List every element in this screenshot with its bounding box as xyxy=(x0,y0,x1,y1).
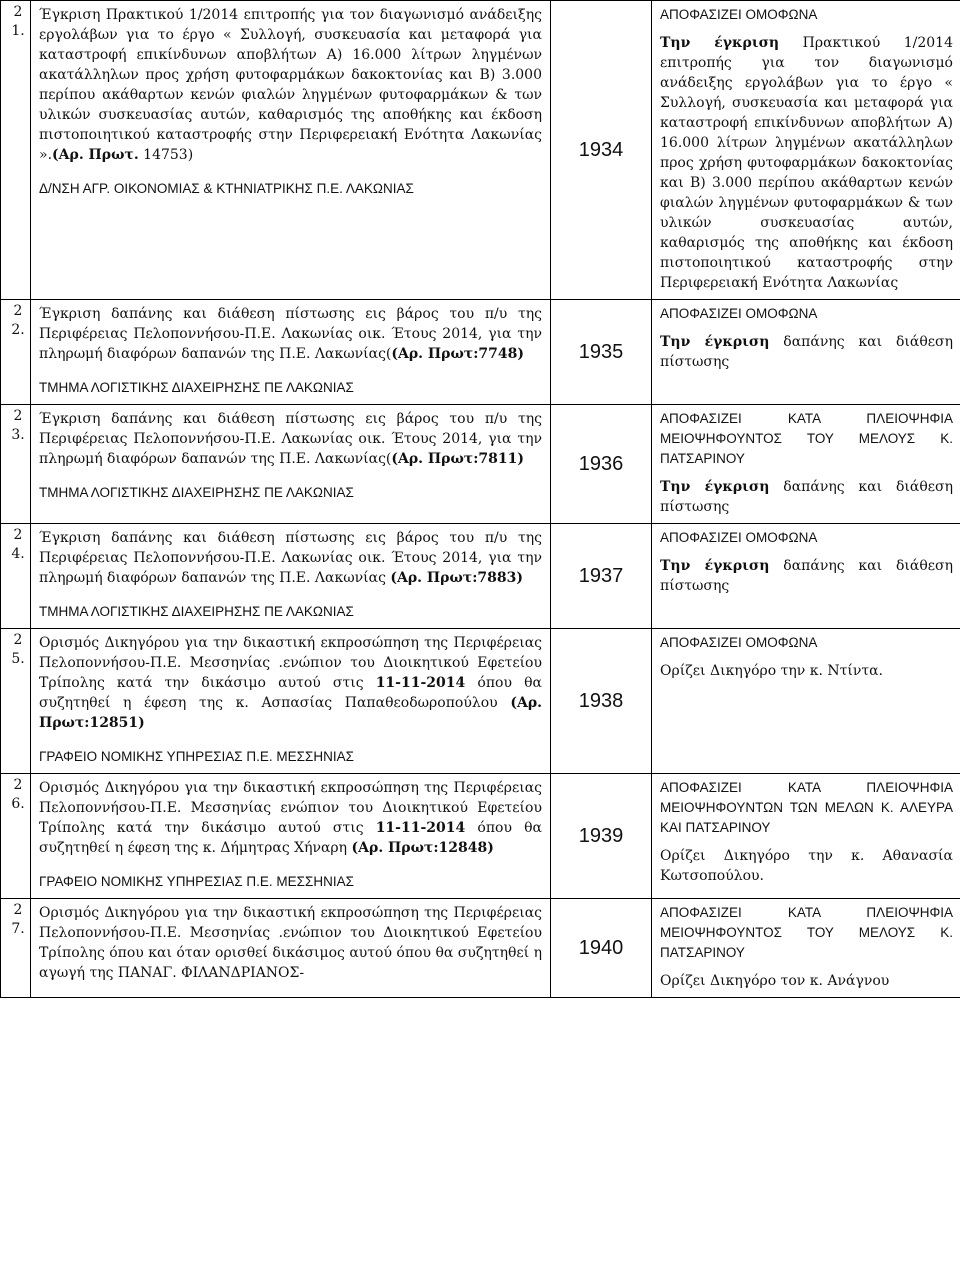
subject-text xyxy=(39,778,542,858)
subject-protocol: (Αρ. Πρωτ:12851) xyxy=(39,695,542,731)
item-number-prefix: 2 xyxy=(13,527,23,543)
decision-heading: ΑΠΟΦΑΣΙΖΕΙ ΟΜΟΦΩΝΑ xyxy=(660,635,818,650)
item-number-cell xyxy=(1,899,31,998)
subject-pre: Έγκριση δαπάνης και διάθεση πίστωσης εις βάρος του π/υ της Περιφέρειας Πελοποννήσου-Π.Ε. Λακωνίας οικ. Έτους 2014, για την πληρωμή διαφόρων δαπανών της Π.Ε. Λακωνίας( xyxy=(39,411,542,467)
department: ΤΜΗΜΑ ΛΟΓΙΣΤΙΚΗΣ ΔΙΑΧΕΙΡΗΣΗΣ ΠΕ ΛΑΚΩΝΙΑΣ xyxy=(39,604,354,619)
decision-text xyxy=(660,33,953,293)
decision-body: Ορίζει Δικηγόρο την κ. Αθανασία Κωτσοπούλου. xyxy=(660,848,953,884)
subject-protocol: (Αρ. Πρωτ:7748) xyxy=(391,346,524,362)
decision-text xyxy=(660,846,953,886)
decision-cell xyxy=(652,899,960,998)
subject-date: 11-11-2014 xyxy=(375,675,466,691)
subject-cell xyxy=(31,524,551,629)
decision-number: 1938 xyxy=(551,629,652,774)
subject-protocol: (Αρ. Πρωτ. xyxy=(52,147,139,163)
decision-text xyxy=(660,661,953,681)
decision-bold: Την έγκριση xyxy=(660,479,770,495)
department: Δ/ΝΣΗ ΑΓΡ. ΟΙΚΟΝΟΜΙΑΣ & ΚΤΗΝΙΑΤΡΙΚΗΣ Π.Ε. ΛΑΚΩΝΙΑΣ xyxy=(39,181,414,196)
agenda-row xyxy=(1,1,960,300)
subject-text xyxy=(39,528,542,588)
decision-heading: ΑΠΟΦΑΣΙΖΕΙ ΚΑΤΑ ΠΛΕΙΟΨΗΦΙΑ ΜΕΙΟΨΗΦΟΥΝΤΟΣ ΤΟΥ ΜΕΛΟΥΣ Κ. ΠΑΤΣΑΡΙΝΟΥ xyxy=(660,905,953,960)
item-number-suffix: 2. xyxy=(11,322,25,338)
decision-number: 1937 xyxy=(551,524,652,629)
subject-text xyxy=(39,304,542,364)
item-number-prefix: 2 xyxy=(13,902,23,918)
decision-body: δαπάνης και διάθεση πίστωσης xyxy=(660,558,953,594)
decision-body: Πρακτικού 1/2014 επιτροπής για τον διαγωνισμό ανάδειξης εργολάβων για το έργο « Συλλογή, συσκευασία και μεταφορά για καταστροφή επικίνδυνων αποβλήτων Α) 16.000 λίτρων ληγμένων ακατάλληλων προς χρήση φυτοφαρμάκων δακοκτονίας και Β) 3.000 περίπου ακάθαρτων κενών φιαλών ληγμένων φυτοφαρμάκων & των υλικών συσκευασίας αυτών, καθαρισμός της αποθήκης και έκδοση πιστοποιητικού καταστροφής στην Περιφερειακή Ενότητα Λακωνίας xyxy=(660,35,953,291)
item-number-cell xyxy=(1,405,31,524)
subject-text xyxy=(39,409,542,469)
item-number-cell xyxy=(1,629,31,774)
item-number-suffix: 4. xyxy=(11,546,25,562)
item-number-cell xyxy=(1,524,31,629)
decision-text xyxy=(660,971,953,991)
item-number-cell xyxy=(1,1,31,300)
item-number-suffix: 5. xyxy=(11,651,25,667)
item-number-suffix: 1. xyxy=(11,23,25,39)
subject-cell xyxy=(31,899,551,998)
subject-cell xyxy=(31,1,551,300)
decision-number: 1939 xyxy=(551,774,652,899)
subject-text xyxy=(39,903,542,983)
decision-heading: ΑΠΟΦΑΣΙΖΕΙ ΚΑΤΑ ΠΛΕΙΟΨΗΦΙΑ ΜΕΙΟΨΗΦΟΥΝΤΩΝ ΤΩΝ ΜΕΛΩΝ Κ. ΑΛΕΥΡΑ ΚΑΙ ΠΑΤΣΑΡΙΝΟΥ xyxy=(660,780,953,835)
department: ΓΡΑΦΕΙΟ ΝΟΜΙΚΗΣ ΥΠΗΡΕΣΙΑΣ Π.Ε. ΜΕΣΣΗΝΙΑΣ xyxy=(39,874,354,889)
item-number-cell xyxy=(1,774,31,899)
decision-body: Ορίζει Δικηγόρο την κ. Ντίντα. xyxy=(660,663,884,679)
decision-heading: ΑΠΟΦΑΣΙΖΕΙ ΟΜΟΦΩΝΑ xyxy=(660,306,818,321)
decision-cell xyxy=(652,1,960,300)
subject-protocol: (Αρ. Πρωτ:7811) xyxy=(391,451,524,467)
subject-cell xyxy=(31,774,551,899)
decision-text xyxy=(660,332,953,372)
subject-cell xyxy=(31,629,551,774)
decision-body: Ορίζει Δικηγόρο τον κ. Ανάγνου xyxy=(660,973,890,989)
subject-pre: Έγκριση δαπάνης και διάθεση πίστωσης εις βάρος του π/υ της Περιφέρειας Πελοποννήσου-Π.Ε. Λακωνίας οικ. Έτους 2014, για την πληρωμή διαφόρων δαπανών της Π.Ε. Λακωνίας( xyxy=(39,306,542,362)
item-number-suffix: 3. xyxy=(11,427,25,443)
decision-bold: Την έγκριση xyxy=(660,334,770,350)
subject-pre: Έγκριση δαπάνης και διάθεση πίστωσης εις βάρος του π/υ της Περιφέρειας Πελοποννήσου-Π.Ε. Λακωνίας οικ. Έτους 2014, για την πληρωμή διαφόρων δαπανών της Π.Ε. Λακωνίας xyxy=(39,530,542,586)
decision-body: δαπάνης και διάθεση πίστωσης xyxy=(660,479,953,515)
agenda-row xyxy=(1,774,960,899)
minutes-rows xyxy=(1,1,960,998)
item-number-suffix: 7. xyxy=(11,921,25,937)
decision-number: 1934 xyxy=(551,1,652,300)
subject-post: 14753) xyxy=(138,147,194,163)
subject-pre: Ορισμός Δικηγόρου για την δικαστική εκπροσώπηση της Περιφέρειας Πελοποννήσου-Π.Ε. Μεσσηνίας ενώπιον του Διοικητικού Εφετείου Τρίπολης κατά την δικάσιμο αυτού στις xyxy=(39,780,542,836)
decision-heading: ΑΠΟΦΑΣΙΖΕΙ ΚΑΤΑ ΠΛΕΙΟΨΗΦΙΑ ΜΕΙΟΨΗΦΟΥΝΤΟΣ ΤΟΥ ΜΕΛΟΥΣ Κ. ΠΑΤΣΑΡΙΝΟΥ xyxy=(660,411,953,466)
decision-bold: Την έγκριση xyxy=(660,558,770,574)
decision-cell xyxy=(652,629,960,774)
decision-bold: Την έγκριση xyxy=(660,35,780,51)
subject-cell xyxy=(31,300,551,405)
subject-pre: Έγκριση Πρακτικού 1/2014 επιτροπής για τον διαγωνισμό ανάδειξης εργολάβων για το έργο « Συλλογή, συσκευασία και μεταφορά για καταστροφή επικίνδυνων αποβλήτων Α) 16.000 λίτρων ληγμένων ακατάλληλων προς χρήση φυτοφαρμάκων δακοκτονίας και Β) 3.000 περίπου ακάθαρτων κενών φιαλών ληγμένων φυτοφαρμάκων & των υλικών συσκευασίας αυτών, καθαρισμός της αποθήκης και έκδοση πιστοποιητικού καταστροφής στην Περιφερειακή Ενότητα Λακωνίας ». xyxy=(39,7,542,163)
subject-mid: όπου θα συζητηθεί η έφεση της κ. Ασπασίας Παπαθεοδωροπούλου xyxy=(39,675,542,711)
item-number-prefix: 2 xyxy=(13,4,23,20)
decision-number: 1940 xyxy=(551,899,652,998)
item-number-prefix: 2 xyxy=(13,632,23,648)
decision-heading: ΑΠΟΦΑΣΙΖΕΙ ΟΜΟΦΩΝΑ xyxy=(660,530,818,545)
subject-text xyxy=(39,633,542,733)
agenda-row xyxy=(1,405,960,524)
agenda-row xyxy=(1,899,960,998)
item-number-prefix: 2 xyxy=(13,777,23,793)
item-number-cell xyxy=(1,300,31,405)
subject-date: 11-11-2014 xyxy=(375,820,466,836)
item-number-prefix: 2 xyxy=(13,303,23,319)
department: ΤΜΗΜΑ ΛΟΓΙΣΤΙΚΗΣ ΔΙΑΧΕΙΡΗΣΗΣ ΠΕ ΛΑΚΩΝΙΑΣ xyxy=(39,485,354,500)
department: ΤΜΗΜΑ ΛΟΓΙΣΤΙΚΗΣ ΔΙΑΧΕΙΡΗΣΗΣ ΠΕ ΛΑΚΩΝΙΑΣ xyxy=(39,380,354,395)
decision-cell xyxy=(652,524,960,629)
subject-pre: Ορισμός Δικηγόρου για την δικαστική εκπροσώπηση της Περιφέρειας Πελοποννήσου-Π.Ε. Μεσσηνίας .ενώπιον του Διοικητικού Εφετείου Τρίπολης κατά την δικάσιμο αυτού στις xyxy=(39,635,542,691)
decision-cell xyxy=(652,300,960,405)
decision-heading: ΑΠΟΦΑΣΙΖΕΙ ΟΜΟΦΩΝΑ xyxy=(660,7,818,22)
decision-text xyxy=(660,477,953,517)
subject-cell xyxy=(31,405,551,524)
subject-text xyxy=(39,5,542,165)
decision-text xyxy=(660,556,953,596)
decision-body: δαπάνης και διάθεση πίστωσης xyxy=(660,334,953,370)
item-number-suffix: 6. xyxy=(11,796,25,812)
decision-number: 1935 xyxy=(551,300,652,405)
department: ΓΡΑΦΕΙΟ ΝΟΜΙΚΗΣ ΥΠΗΡΕΣΙΑΣ Π.Ε. ΜΕΣΣΗΝΙΑΣ xyxy=(39,749,354,764)
subject-mid: όπου θα συζητηθεί η έφεση της κ. Δήμητρας Χήναρη xyxy=(39,820,542,856)
decision-number: 1936 xyxy=(551,405,652,524)
subject-protocol: (Αρ. Πρωτ:7883) xyxy=(390,570,523,586)
decision-cell xyxy=(652,405,960,524)
subject-pre: Ορισμός Δικηγόρου για την δικαστική εκπροσώπηση της Περιφέρειας Πελοποννήσου-Π.Ε. Μεσσηνίας .ενώπιον του Διοικητικού Εφετείου Τρίπολης όπου και όταν ορισθεί δικάσιμος αυτού όπου θα συζητηθεί η αγωγή της ΠΑΝΑΓ. ΦΙΛΑΝΔΡΙΑΝΟΣ- xyxy=(39,905,542,981)
agenda-row xyxy=(1,629,960,774)
item-number-prefix: 2 xyxy=(13,408,23,424)
subject-protocol: (Αρ. Πρωτ:12848) xyxy=(351,840,494,856)
agenda-row xyxy=(1,524,960,629)
decision-cell xyxy=(652,774,960,899)
agenda-row xyxy=(1,300,960,405)
